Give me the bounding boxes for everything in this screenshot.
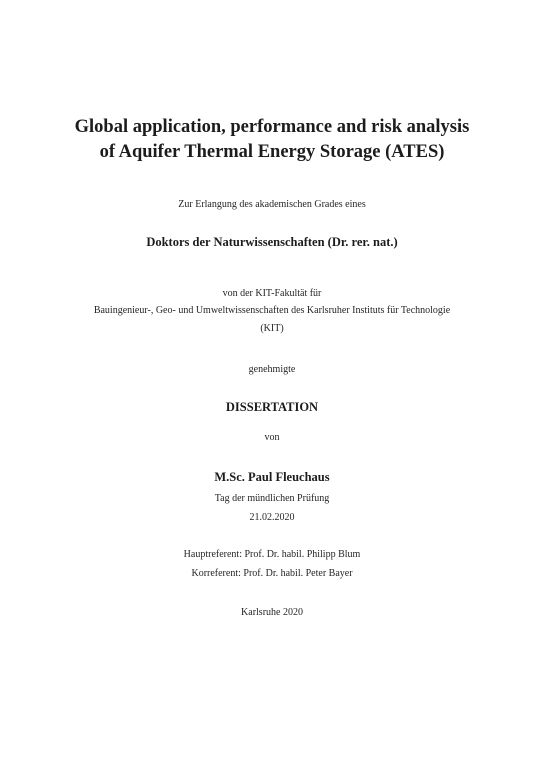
author-name: M.Sc. Paul Fleuchaus [214,470,330,484]
main-referee: Hauptreferent: Prof. Dr. habil. Philipp Blum [183,549,361,560]
thesis-title-line-1: Global application, performance and risk analysis [74,117,470,137]
faculty-line-3: (KIT) [260,323,284,334]
thesis-title-line-2: of Aquifer Thermal Energy Storage (ATES) [99,142,445,162]
degree-intro: Zur Erlangung des akademischen Grades eines [178,199,366,210]
degree-name: Doktors der Naturwissenschaften (Dr. rer. nat.) [146,235,398,249]
place-year: Karlsruhe 2020 [241,607,303,618]
faculty-line-2: Bauingenieur-, Geo- und Umweltwissenschaften des Karlsruher Instituts für Technologie [93,305,451,316]
co-referee: Korreferent: Prof. Dr. habil. Peter Bayer [191,568,353,579]
faculty-line-1: von der KIT-Fakultät für [222,288,322,299]
approval-text: genehmigte [248,364,296,375]
von-text: von [264,432,280,443]
exam-date: 21.02.2020 [249,512,295,523]
document-type: DISSERTATION [225,400,319,414]
exam-label: Tag der mündlichen Prüfung [214,493,330,504]
